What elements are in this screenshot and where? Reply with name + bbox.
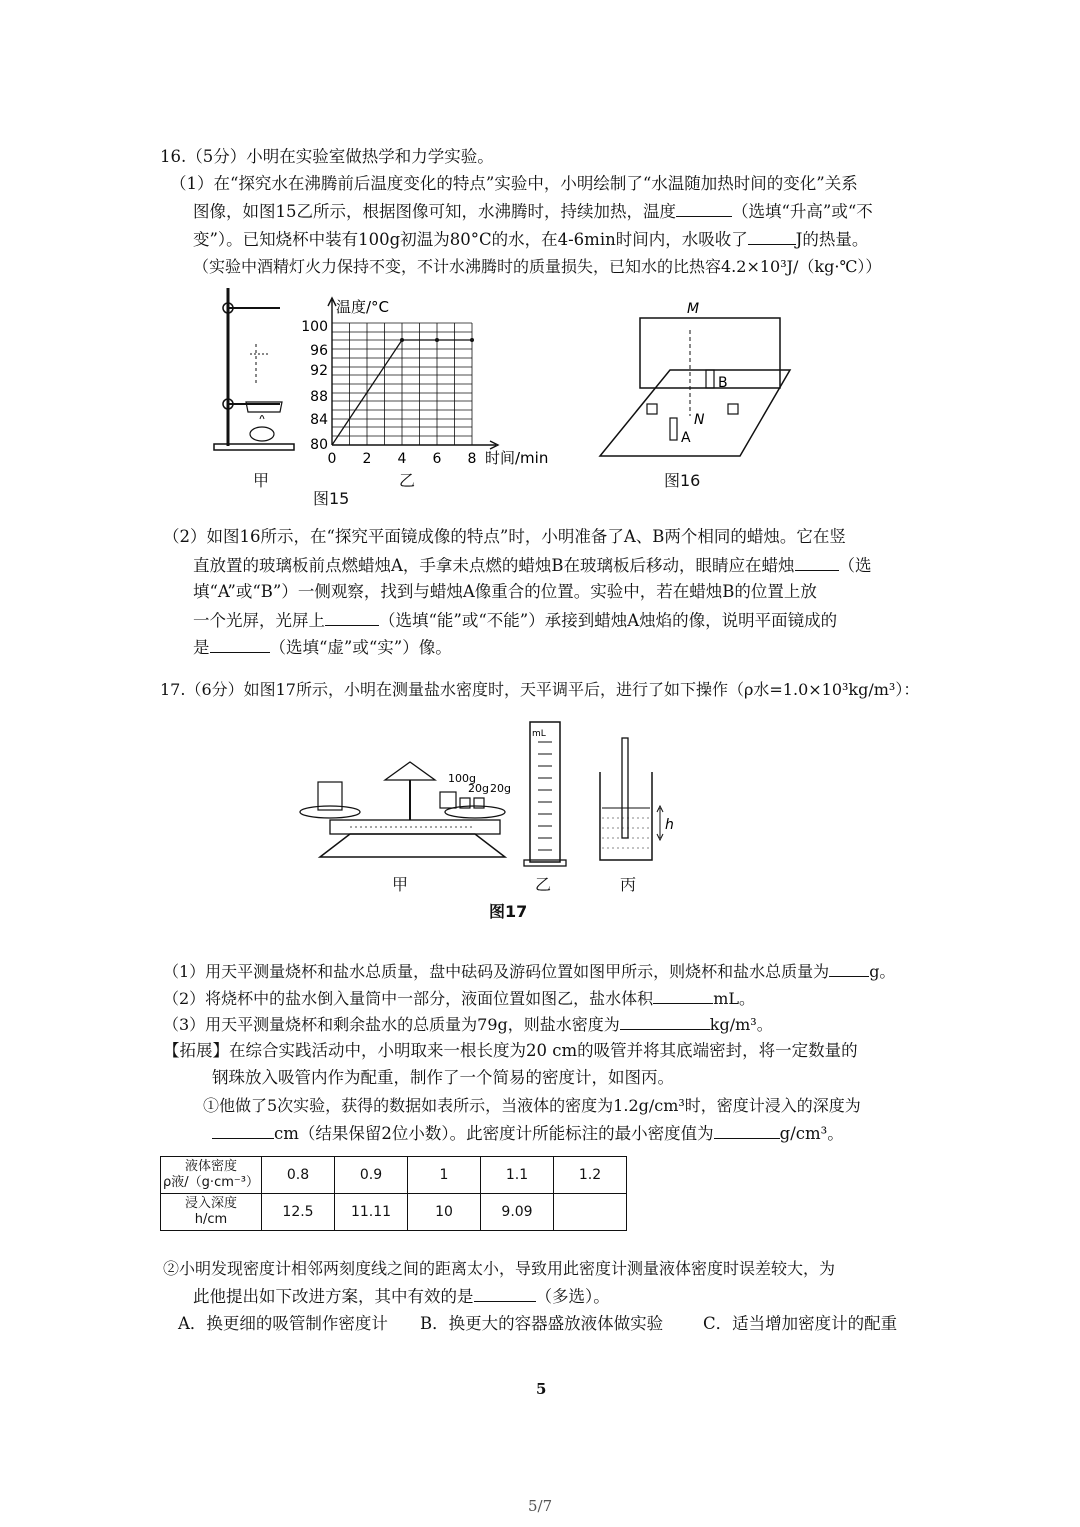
q17-extension-2: 钢珠放入吸管内作为配重，制作了一个简易的密度计，如图丙。 xyxy=(212,1068,674,1087)
label-h: h xyxy=(665,817,674,833)
label-a: A xyxy=(681,430,691,446)
q17-extension-1: 【拓展】在综合实践活动中，小明取来一根长度为20 cm的吸管并将其底端密封，将一定数量的 xyxy=(163,1041,858,1060)
table-cell[interactable] xyxy=(554,1194,627,1231)
y-tick: 84 xyxy=(310,412,328,428)
label-n: N xyxy=(694,412,705,428)
weight-100g: 100g xyxy=(448,772,476,785)
q16-p2-line4b: （选填“能”或“不能”）承接到蜡烛A烛焰的像，说明平面镜成的 xyxy=(379,611,838,630)
q16-p2-line3: 填“A”或“B”）一侧观察，找到与蜡烛A像重合的位置。实验中，若在蜡烛B的位置上放 xyxy=(193,582,817,601)
q16-p1-line1: （1）在“探究水在沸腾前后温度变化的特点”实验中，小明绘制了“水温随加热时间的变化”关系 xyxy=(170,174,858,193)
q17-c1b: cm（结果保留2位小数）。此密度计所能标注的最小密度值为 xyxy=(274,1124,714,1143)
table-cell: 1 xyxy=(408,1157,481,1194)
q16-p1-line3 xyxy=(193,228,868,251)
fig17-bing-label: 丙 xyxy=(620,875,637,894)
weight-20g: 20g xyxy=(468,782,489,795)
header-text: h/cm xyxy=(194,1212,228,1227)
q17-s2a: （2）将烧杯中的盐水倒入量筒中一部分，液面位置如图乙，盐水体积 xyxy=(163,989,654,1008)
balance-jia xyxy=(300,762,511,857)
fig17-jia-label: 甲 xyxy=(392,875,409,894)
fig15-jia-label: 甲 xyxy=(253,471,270,490)
table-cell: 12.5 xyxy=(262,1194,335,1231)
q17-s1 xyxy=(163,960,895,983)
option-b: B．换更大的容器盛放液体做实验 xyxy=(420,1314,664,1333)
q17-s2b: mL。 xyxy=(713,989,755,1008)
answer-blank[interactable] xyxy=(714,1122,780,1139)
fig15-apparatus xyxy=(210,284,300,464)
answer-blank[interactable] xyxy=(653,987,713,1004)
x-tick: 8 xyxy=(467,451,477,467)
page-number: 5 xyxy=(536,1380,547,1398)
q17-c2-line1: ②小明发现密度计相邻两刻度线之间的距离太小，导致用此密度计测量液体密度时误差较大，为 xyxy=(163,1259,836,1278)
q16-p1-line3a: 变”）。已知烧杯中装有100g初温为80°C的水，在4-6min时间内，水吸收了 xyxy=(193,230,748,249)
fig15-chart xyxy=(300,290,560,476)
data-point xyxy=(470,338,474,342)
table-cell: 9.09 xyxy=(481,1194,554,1231)
q17-c2b: 此他提出如下改进方案，其中有效的是 xyxy=(193,1287,474,1306)
x-axis-label: 时间/min xyxy=(485,449,549,467)
y-tick: 96 xyxy=(310,343,328,359)
answer-blank[interactable] xyxy=(620,1013,710,1030)
candle-b xyxy=(706,370,714,388)
table-header-depth xyxy=(161,1194,262,1231)
table-cell: 10 xyxy=(408,1194,481,1231)
answer-blank[interactable] xyxy=(474,1285,536,1302)
fig17-caption: 图17 xyxy=(489,902,528,921)
y-axis-label: 温度/°C xyxy=(336,298,390,316)
data-point xyxy=(400,338,404,342)
y-tick: 80 xyxy=(310,437,328,453)
header-text: ρ液/（g·cm⁻³） xyxy=(163,1175,259,1190)
x-tick: 4 xyxy=(397,451,407,467)
answer-blank[interactable] xyxy=(795,554,839,571)
fig15-yi-label: 乙 xyxy=(399,471,416,490)
glass-plate xyxy=(640,318,780,388)
q16-p2-line2a: 直放置的玻璃板前点燃蜡烛A，手拿未点燃的蜡烛B在玻璃板后移动，眼睛应在蜡烛 xyxy=(193,556,795,575)
fig15-caption: 图15 xyxy=(313,489,350,508)
table-row xyxy=(161,1157,627,1194)
beaker-densimeter xyxy=(600,738,674,860)
q17-title: 17.（6分）如图17所示，小明在测量盐水密度时，天平调平后，进行了如下操作（ρ水=1.0×10³kg/m³）： xyxy=(160,680,920,699)
q16-title: 16.（5分）小明在实验室做热学和力学实验。 xyxy=(160,147,494,166)
header-text: 液体密度 xyxy=(184,1159,237,1174)
label-b: B xyxy=(718,375,728,391)
q17-c1c: g/cm³。 xyxy=(779,1124,844,1143)
density-depth-table xyxy=(160,1156,627,1231)
answer-blank[interactable] xyxy=(748,228,796,245)
answer-blank[interactable] xyxy=(325,609,379,626)
fig16-caption: 图16 xyxy=(664,471,701,490)
q16-p1-line4: （实验中酒精灯火力保持不变，不计水沸腾时的质量损失，已知水的比热容4.2×10³J/（kg·℃）） xyxy=(193,257,882,276)
header-text: 浸入深度 xyxy=(184,1196,237,1211)
table-row xyxy=(161,1194,627,1231)
q16-p2-line5b: （选填“虚”或“实”）像。 xyxy=(269,638,452,657)
q16-p2-line5 xyxy=(193,636,452,659)
clip-left xyxy=(647,404,657,414)
q17-s3 xyxy=(163,1013,773,1036)
q17-c1-line2 xyxy=(212,1122,844,1145)
measuring-cylinder xyxy=(524,722,566,866)
q16-p2-line2b: （选 xyxy=(838,556,872,575)
label-m: M xyxy=(687,301,700,317)
q16-p1-line2a: 图像，如图15乙所示，根据图像可知，水沸腾时，持续加热，温度 xyxy=(193,202,676,221)
x-tick: 6 xyxy=(432,451,442,467)
y-tick: 88 xyxy=(310,389,328,405)
fig17-yi-label: 乙 xyxy=(535,875,552,894)
q17-s3b: kg/m³。 xyxy=(709,1015,773,1034)
answer-blank[interactable] xyxy=(676,200,732,217)
table-cell: 1.1 xyxy=(481,1157,554,1194)
answer-blank[interactable] xyxy=(829,960,869,977)
x-tick: 2 xyxy=(362,451,372,467)
q17-c1-line1: ①他做了5次实验，获得的数据如表所示，当液体的密度为1.2g/cm³时，密度计浸入的深度为 xyxy=(203,1096,861,1115)
fig16-diagram xyxy=(590,296,800,466)
q16-p2-line4a: 一个光屏，光屏上 xyxy=(193,611,325,630)
q17-s1a: （1）用天平测量烧杯和盐水总质量，盘中砝码及游码位置如图甲所示，则烧杯和盐水总质量为 xyxy=(163,962,830,981)
y-tick: 92 xyxy=(310,363,328,379)
page-footer: 5/7 xyxy=(528,1497,553,1515)
table-header-density xyxy=(161,1157,262,1194)
q16-p1-line2 xyxy=(193,200,873,223)
table-cell: 11.11 xyxy=(335,1194,408,1231)
q16-p2-line4 xyxy=(193,609,837,632)
q17-c2c: （多选）。 xyxy=(535,1287,610,1306)
q17-s2 xyxy=(163,987,755,1010)
data-point xyxy=(435,338,439,342)
candle-a xyxy=(670,418,677,440)
table-cell: 0.9 xyxy=(335,1157,408,1194)
clip-right xyxy=(728,404,738,414)
option-a: A．换更细的吸管制作密度计 xyxy=(178,1314,388,1333)
q17-c2-line2 xyxy=(193,1285,610,1308)
option-c: C．适当增加密度计的配重 xyxy=(703,1314,898,1333)
table-cell: 0.8 xyxy=(262,1157,335,1194)
weight-20g: 20g xyxy=(490,782,511,795)
q16-p2-line1: （2）如图16所示，在“探究平面镜成像的特点”时，小明准备了A、B两个相同的蜡烛。它在竖 xyxy=(163,527,846,546)
answer-blank[interactable] xyxy=(212,1122,274,1139)
q16-p1-line2b: （选填“升高”或“不 xyxy=(732,202,873,221)
q16-p1-line3b: J的热量。 xyxy=(795,230,869,249)
x-tick: 0 xyxy=(327,451,337,467)
q17-s1b: g。 xyxy=(869,962,896,981)
q17-s3a: （3）用天平测量烧杯和剩余盐水的总质量为79g，则盐水密度为 xyxy=(163,1015,620,1034)
q16-p2-line2 xyxy=(193,554,872,577)
q16-p2-line5a: 是 xyxy=(193,638,210,657)
y-tick: 100 xyxy=(301,319,328,335)
cylinder-unit: mL xyxy=(532,729,546,739)
answer-blank[interactable] xyxy=(210,636,270,653)
table-cell: 1.2 xyxy=(554,1157,627,1194)
